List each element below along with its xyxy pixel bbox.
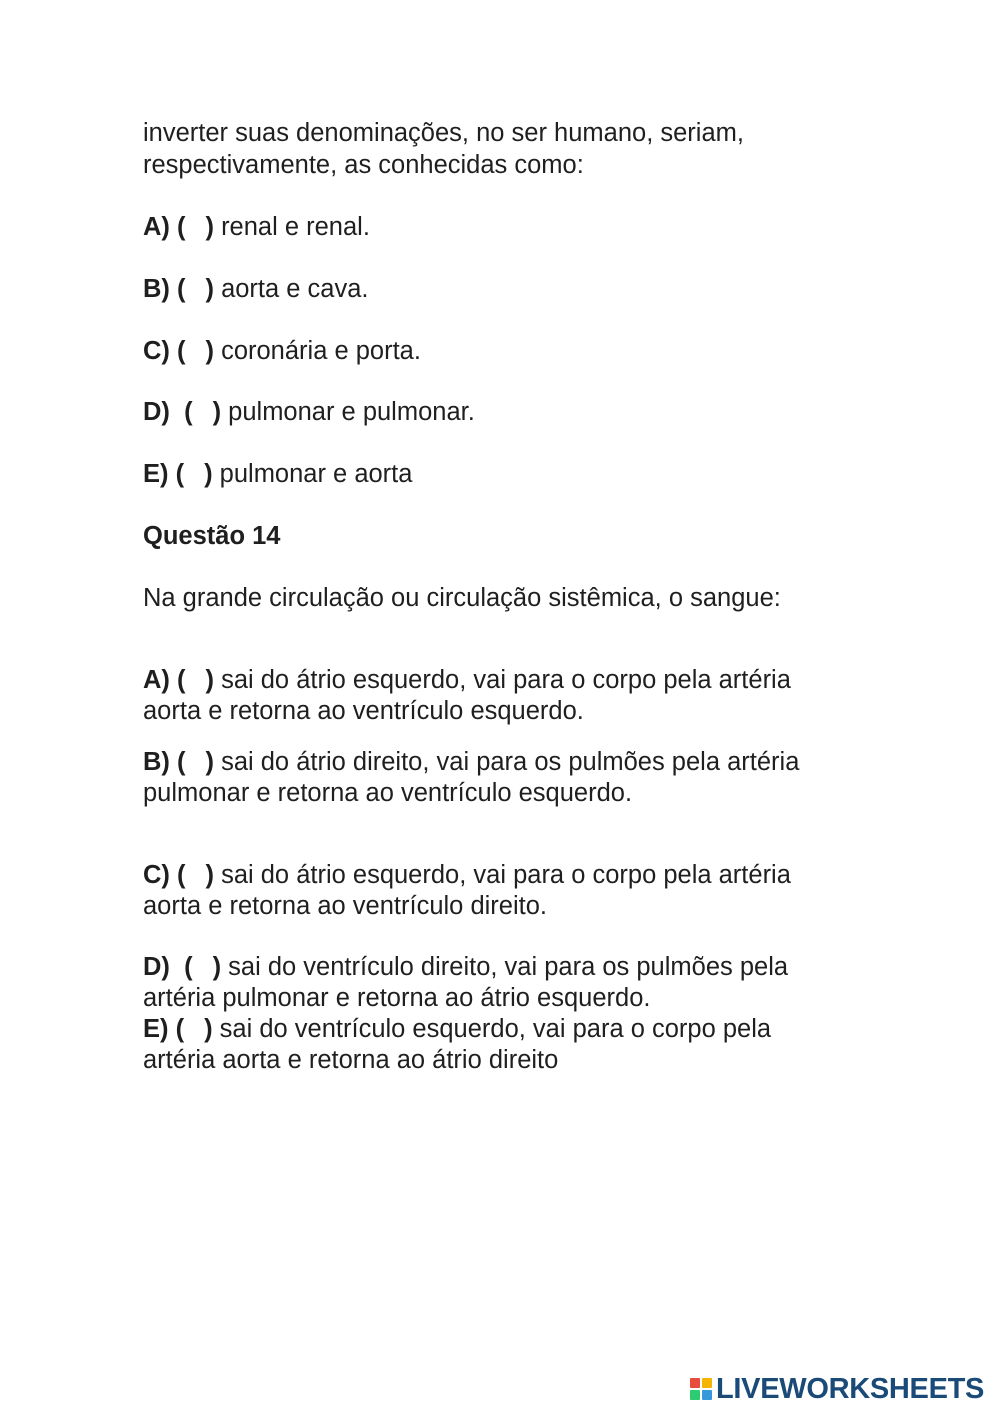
liveworksheets-logo-icon: [690, 1378, 712, 1400]
option-label: A) (: [143, 666, 186, 694]
option-close: ): [212, 953, 222, 981]
option-label: B) (: [143, 748, 186, 776]
q13-option-c: [143, 336, 421, 367]
question-14-title: Questão 14: [143, 522, 281, 550]
q13-option-e: [143, 459, 412, 490]
option-close: ): [204, 460, 213, 488]
option-close: ): [205, 275, 214, 303]
option-label: D) (: [143, 398, 193, 426]
option-close: ): [205, 337, 214, 365]
option-text: renal e renal.: [213, 213, 370, 241]
option-text-line-2: aorta e retorna ao ventrículo esquerdo.: [143, 697, 584, 725]
option-label: E) (: [143, 460, 185, 488]
option-text-line-1: sai do ventrículo direito, vai para os pulmões pela: [221, 953, 789, 981]
option-text-line-2: pulmonar e retorna ao ventrículo esquerdo.: [143, 779, 633, 807]
intro-line-2: respectivamente, as conhecidas como:: [143, 151, 584, 179]
option-text-line-1: sai do átrio esquerdo, vai para o corpo pela artéria: [213, 861, 791, 889]
intro-line-1: inverter suas denominações, no ser humano, seriam,: [143, 119, 744, 147]
option-text-line-1: sai do átrio direito, vai para os pulmões pela artéria: [213, 748, 800, 776]
option-label: A) (: [143, 213, 186, 241]
liveworksheets-logo: [690, 1374, 984, 1404]
option-close: ): [205, 748, 214, 776]
option-text: pulmonar e pulmonar.: [221, 398, 475, 426]
option-close: ): [204, 1015, 213, 1043]
q13-option-d: [143, 397, 475, 428]
option-close: ): [205, 666, 214, 694]
option-text: pulmonar e aorta: [212, 460, 413, 488]
option-label: D) (: [143, 953, 193, 981]
option-text-line-1: sai do ventrículo esquerdo, vai para o corpo pela: [212, 1015, 772, 1043]
option-label: E) (: [143, 1015, 185, 1043]
option-label: B) (: [143, 275, 186, 303]
q13-option-a: [143, 212, 370, 243]
option-close: ): [212, 398, 222, 426]
option-close: ): [205, 213, 214, 241]
option-close: ): [205, 861, 214, 889]
logo-text: LIVEWORKSHEETS: [716, 1372, 985, 1405]
option-text-line-1: sai do átrio esquerdo, vai para o corpo pela artéria: [213, 666, 791, 694]
option-label: C) (: [143, 337, 186, 365]
option-text: aorta e cava.: [213, 275, 369, 303]
option-text-line-2: artéria pulmonar e retorna ao átrio esquerdo.: [143, 984, 651, 1012]
option-label: C) (: [143, 861, 186, 889]
question-14-prompt: Na grande circulação ou circulação sistêmica, o sangue:: [143, 584, 781, 612]
q13-option-b: [143, 274, 369, 305]
option-text-line-2: aorta e retorna ao ventrículo direito.: [143, 892, 547, 920]
option-text-line-2: artéria aorta e retorna ao átrio direito: [143, 1046, 559, 1074]
option-text: coronária e porta.: [213, 337, 421, 365]
